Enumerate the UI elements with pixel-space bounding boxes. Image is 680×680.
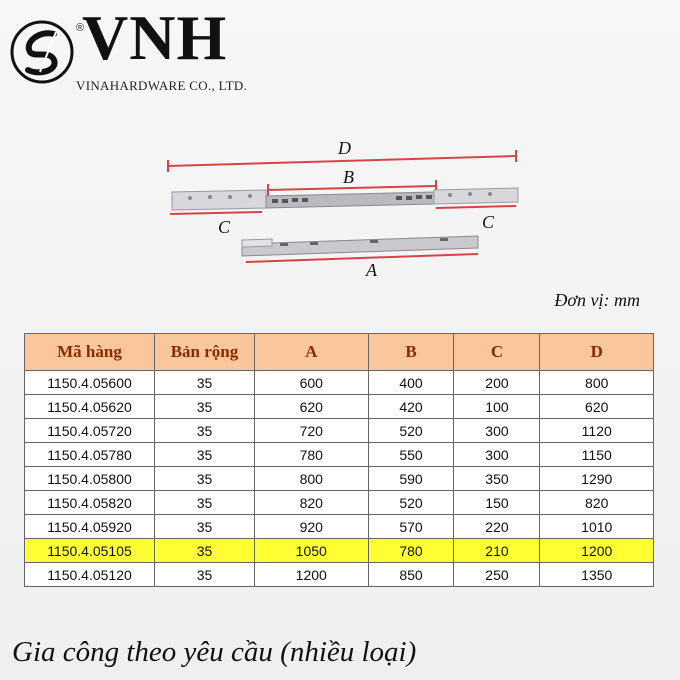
table-cell: 250 — [454, 563, 540, 587]
table-cell: 620 — [255, 395, 369, 419]
table-cell: 200 — [454, 371, 540, 395]
table-row — [25, 563, 654, 587]
unit-note: Đơn vị: mm — [554, 290, 640, 310]
table-row — [25, 491, 654, 515]
table-row — [25, 395, 654, 419]
table-cell: 1050 — [255, 539, 369, 563]
table-cell: 1200 — [540, 539, 654, 563]
table-cell: 1150.4.05600 — [25, 371, 155, 395]
dimension-c-right-line — [436, 206, 516, 208]
label-a: A — [366, 260, 377, 280]
table-cell: 1150.4.05820 — [25, 491, 155, 515]
table-cell: 35 — [155, 443, 255, 467]
table-cell: 780 — [368, 539, 454, 563]
table-cell: 35 — [155, 491, 255, 515]
table-cell: 1150.4.05800 — [25, 467, 155, 491]
header-b: B — [368, 334, 454, 371]
table-cell: 550 — [368, 443, 454, 467]
table-cell: 1150.4.05105 — [25, 539, 155, 563]
table-cell: 520 — [368, 419, 454, 443]
table-cell: 1120 — [540, 419, 654, 443]
table-cell: 780 — [255, 443, 369, 467]
table-cell: 35 — [155, 515, 255, 539]
table-cell: 1150.4.05120 — [25, 563, 155, 587]
dimension-c-left-line — [170, 212, 262, 214]
table-cell: 35 — [155, 539, 255, 563]
table-cell: 600 — [255, 371, 369, 395]
table-cell: 300 — [454, 443, 540, 467]
table-cell: 1350 — [540, 563, 654, 587]
table-cell: 350 — [454, 467, 540, 491]
label-c-left: C — [218, 217, 231, 237]
table-cell: 820 — [540, 491, 654, 515]
table-row — [25, 443, 654, 467]
table-cell: 1290 — [540, 467, 654, 491]
table-row — [25, 515, 654, 539]
table-cell: 520 — [368, 491, 454, 515]
company-logo — [10, 2, 280, 102]
table-row — [25, 467, 654, 491]
table-cell: 150 — [454, 491, 540, 515]
table-cell: 1150.4.05720 — [25, 419, 155, 443]
table-cell: 1010 — [540, 515, 654, 539]
table-cell: 1200 — [255, 563, 369, 587]
table-row — [25, 371, 654, 395]
brand-name: VNH — [82, 2, 228, 73]
company-name: VINAHARDWARE CO., LTD. — [76, 78, 248, 93]
table-cell: 1150.4.05620 — [25, 395, 155, 419]
slide-dimension-diagram — [160, 130, 530, 290]
table-cell: 400 — [368, 371, 454, 395]
table-cell: 1150.4.05920 — [25, 515, 155, 539]
table-row — [25, 419, 654, 443]
dimension-a-line — [246, 254, 478, 262]
table-cell: 570 — [368, 515, 454, 539]
table-cell: 920 — [255, 515, 369, 539]
table-cell: 800 — [255, 467, 369, 491]
table-cell: 220 — [454, 515, 540, 539]
table-cell: 35 — [155, 467, 255, 491]
table-cell: 1150.4.05780 — [25, 443, 155, 467]
table-cell: 35 — [155, 419, 255, 443]
table-cell: 820 — [255, 491, 369, 515]
table-cell: 210 — [454, 539, 540, 563]
label-d: D — [338, 138, 351, 158]
spec-table — [24, 333, 654, 587]
table-cell: 850 — [368, 563, 454, 587]
header-ban-rong: Bản rộng — [155, 334, 255, 371]
table-cell: 620 — [540, 395, 654, 419]
table-cell: 800 — [540, 371, 654, 395]
label-b: B — [343, 167, 354, 187]
lower-rail — [242, 236, 478, 256]
table-cell: 300 — [454, 419, 540, 443]
table-cell: 35 — [155, 395, 255, 419]
header-d: D — [540, 334, 654, 371]
header-a: A — [255, 334, 369, 371]
header-c: C — [454, 334, 540, 371]
table-cell: 720 — [255, 419, 369, 443]
label-c-right: C — [482, 212, 495, 232]
table-row — [25, 539, 654, 563]
table-cell: 35 — [155, 371, 255, 395]
table-header-row — [25, 334, 654, 371]
table-cell: 35 — [155, 563, 255, 587]
vnh-emblem-icon — [10, 20, 74, 84]
table-cell: 1150 — [540, 443, 654, 467]
table-cell: 590 — [368, 467, 454, 491]
header-ma-hang: Mã hàng — [25, 334, 155, 371]
registered-mark: ® — [76, 22, 85, 34]
table-cell: 100 — [454, 395, 540, 419]
table-cell: 420 — [368, 395, 454, 419]
footer-note: Gia công theo yêu cầu (nhiều loại) — [12, 636, 417, 668]
